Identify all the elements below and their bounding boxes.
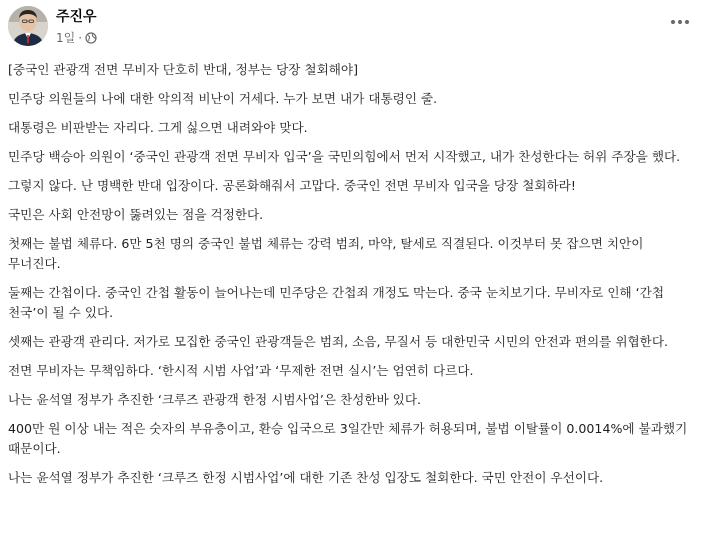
post-paragraph: 전면 무비자는 무책임하다. ‘한시적 시범 사업’과 ‘무제한 전면 실시’는 엄연히 다르다. xyxy=(8,363,474,378)
post-title-line: [중국인 관광객 전면 무비자 단호히 반대, 정부는 당장 철회해야] xyxy=(8,62,358,77)
post-paragraph: 둘째는 간첩이다. 중국인 간첩 활동이 늘어나는데 민주당은 간첩죄 개정도 막는다. 중국 눈치보기다. 무비자로 인해 ‘간첩 천국’이 될 수 있다. xyxy=(8,285,665,320)
meta-separator: · xyxy=(78,31,83,45)
post-time[interactable]: 1일 xyxy=(56,31,76,45)
more-options-button[interactable] xyxy=(666,12,694,32)
post-paragraph: 대통령은 비판받는 자리다. 그게 싫으면 내려와야 맞다. xyxy=(8,120,308,135)
post-body xyxy=(8,60,698,497)
post-paragraph: 셋째는 관광객 관리다. 저가로 모집한 중국인 관광객들은 범죄, 소음, 무질서 등 대한민국 시민의 안전과 편의를 위협한다. xyxy=(8,334,669,349)
globe-icon[interactable] xyxy=(85,32,97,44)
author-name[interactable]: 주진우 xyxy=(56,9,97,25)
post-paragraph: 국민은 사회 안전망이 뚫려있는 점을 걱정한다. xyxy=(8,207,264,222)
more-options-icon xyxy=(670,19,690,25)
post-paragraph: 나는 윤석열 정부가 추진한 ‘크루즈 관광객 한정 시범사업’은 찬성한바 있다. xyxy=(8,392,422,407)
post-paragraph: 그렇지 않다. 난 명백한 반대 입장이다. 공론화해줘서 고맙다. 중국인 전면 무비자 입국을 당장 철회하라! xyxy=(8,178,576,193)
avatar-image xyxy=(8,6,48,46)
post-paragraph: 400만 원 이상 내는 적은 숫자의 부유층이고, 환승 입국으로 3일간만 체류가 허용되며, 불법 이탈률이 0.0014%에 불과했기 때문이다. xyxy=(8,421,688,456)
post-paragraph: 민주당 의원들의 나에 대한 악의적 비난이 거세다. 누가 보면 내가 대통령인 줄. xyxy=(8,91,438,106)
post-header xyxy=(0,0,710,56)
post-paragraph: 첫째는 불법 체류다. 6만 5천 명의 중국인 불법 체류는 강력 범죄, 마약, 탈세로 직결된다. 이것부터 못 잡으면 치안이 무너진다. xyxy=(8,236,644,271)
post-paragraph: 민주당 백승아 의원이 ‘중국인 관광객 전면 무비자 입국’을 국민의힘에서 먼저 시작했고, 내가 찬성한다는 허위 주장을 했다. xyxy=(8,149,681,164)
post-paragraph: 나는 윤석열 정부가 추진한 ‘크루즈 한정 시범사업’에 대한 기존 찬성 입장도 철회한다. 국민 안전이 우선이다. xyxy=(8,470,604,485)
post-meta xyxy=(56,30,97,46)
avatar[interactable] xyxy=(8,6,48,46)
